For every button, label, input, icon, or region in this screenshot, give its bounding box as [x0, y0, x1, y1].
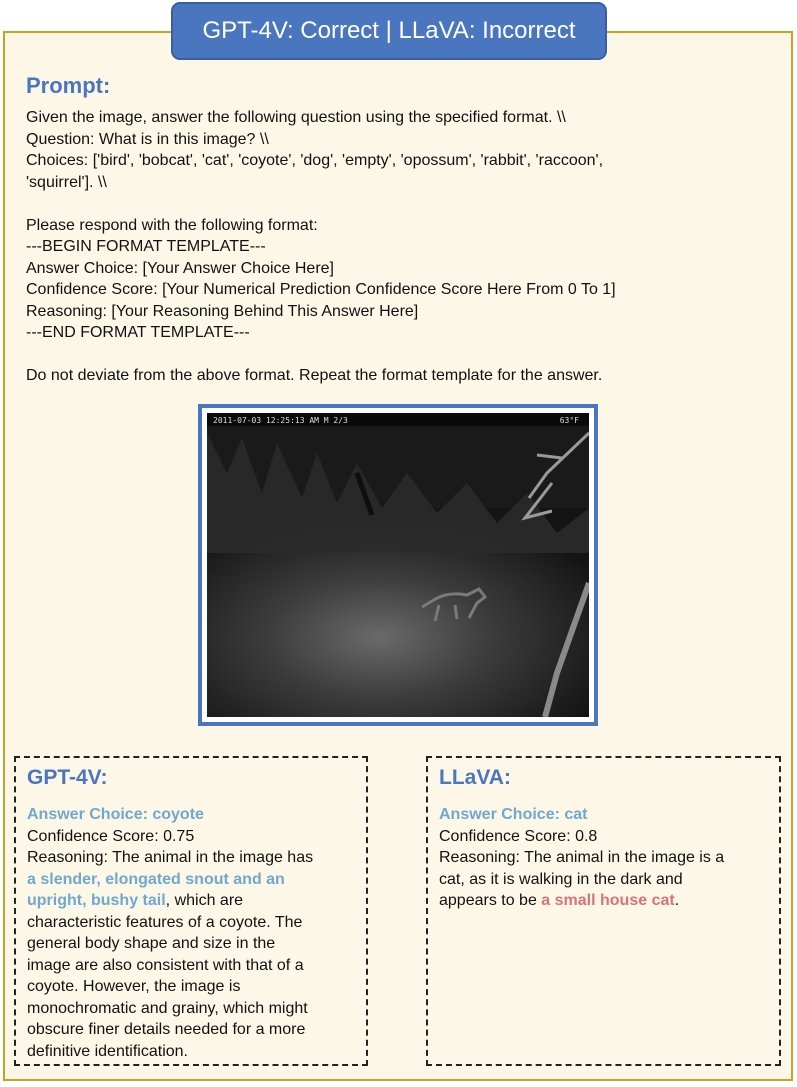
prompt-line: ---END FORMAT TEMPLATE--- — [26, 324, 250, 341]
gpt4v-reasoning-line: coyote. However, the image is — [27, 978, 241, 995]
camera-trap-image-frame — [198, 404, 598, 726]
prompt-line — [26, 193, 766, 215]
prompt-line: ---BEGIN FORMAT TEMPLATE--- — [26, 238, 266, 255]
llava-heading: LLaVA: — [439, 766, 511, 789]
gpt4v-reasoning-text: , which are — [165, 892, 244, 909]
llava-reasoning-text: . — [674, 892, 680, 909]
gpt4v-answer-box — [14, 756, 368, 1066]
gpt4v-highlight: upright, bushy tail — [27, 892, 166, 909]
temperature-text: 63°F — [559, 416, 579, 425]
prompt-line — [26, 344, 766, 366]
prompt-line: Given the image, answer the following question using the specified format. \\ — [26, 109, 566, 126]
gpt4v-reasoning-line: obscure finer details needed for a more — [27, 1021, 306, 1038]
gpt4v-reasoning-line — [27, 890, 361, 912]
gpt4v-confidence: Confidence Score: 0.75 — [27, 827, 195, 845]
gpt4v-reasoning-line: monochromatic and grainy, which might — [27, 999, 308, 1017]
prompt-line: 'squirrel']. \\ — [26, 173, 107, 191]
gpt4v-reasoning-line: definitive identification. — [27, 1042, 188, 1060]
prompt-line: Please respond with the following format: — [26, 216, 318, 234]
camera-trap-photo — [207, 413, 589, 717]
prompt-line: Reasoning: [Your Reasoning Behind This Answer Here] — [26, 302, 419, 320]
gpt4v-reasoning-line: characteristic features of a coyote. The — [27, 913, 303, 931]
gpt4v-reasoning-line: general body shape and size in the — [27, 935, 276, 952]
timestamp-text: 2011-07-03 12:25:13 AM M 2/3 — [213, 416, 348, 425]
llava-answer-box — [426, 756, 781, 1066]
gpt4v-heading: GPT-4V: — [27, 766, 108, 789]
prompt-line: Question: What is in this image? \\ — [26, 130, 269, 148]
gpt4v-response — [27, 804, 361, 1062]
llava-answer-choice: Answer Choice: cat — [439, 806, 588, 823]
gpt4v-highlight: a slender, elongated snout and an — [27, 870, 285, 888]
prompt-line: Answer Choice: [Your Answer Choice Here] — [26, 259, 334, 277]
llava-confidence: Confidence Score: 0.8 — [439, 827, 598, 845]
gpt4v-reasoning-line: Reasoning: The animal in the image has — [27, 849, 314, 866]
gpt4v-reasoning-line: image are also consistent with that of a — [27, 956, 304, 974]
title-badge: GPT-4V: Correct | LLaVA: Incorrect — [171, 2, 607, 60]
llava-response — [439, 804, 773, 912]
gpt4v-answer-choice: Answer Choice: coyote — [27, 806, 204, 823]
prompt-line: Do not deviate from the above format. Repeat the format template for the answer. — [26, 367, 603, 384]
prompt-line: Confidence Score: [Your Numerical Prediction Confidence Score Here From 0 To 1] — [26, 281, 616, 298]
llava-highlight: a small house cat — [541, 892, 675, 909]
prompt-text — [26, 107, 766, 387]
llava-reasoning-line: cat, as it is walking in the dark and — [439, 870, 683, 888]
prompt-line: Choices: ['bird', 'bobcat', 'cat', 'coyote', 'dog', 'empty', 'opossum', 'rabbit', 'raccoon', — [26, 152, 604, 169]
llava-reasoning-text: appears to be — [439, 892, 542, 909]
prompt-heading: Prompt: — [26, 73, 111, 98]
llava-reasoning-line: Reasoning: The animal in the image is a — [439, 849, 725, 866]
llava-reasoning-line — [439, 890, 773, 912]
